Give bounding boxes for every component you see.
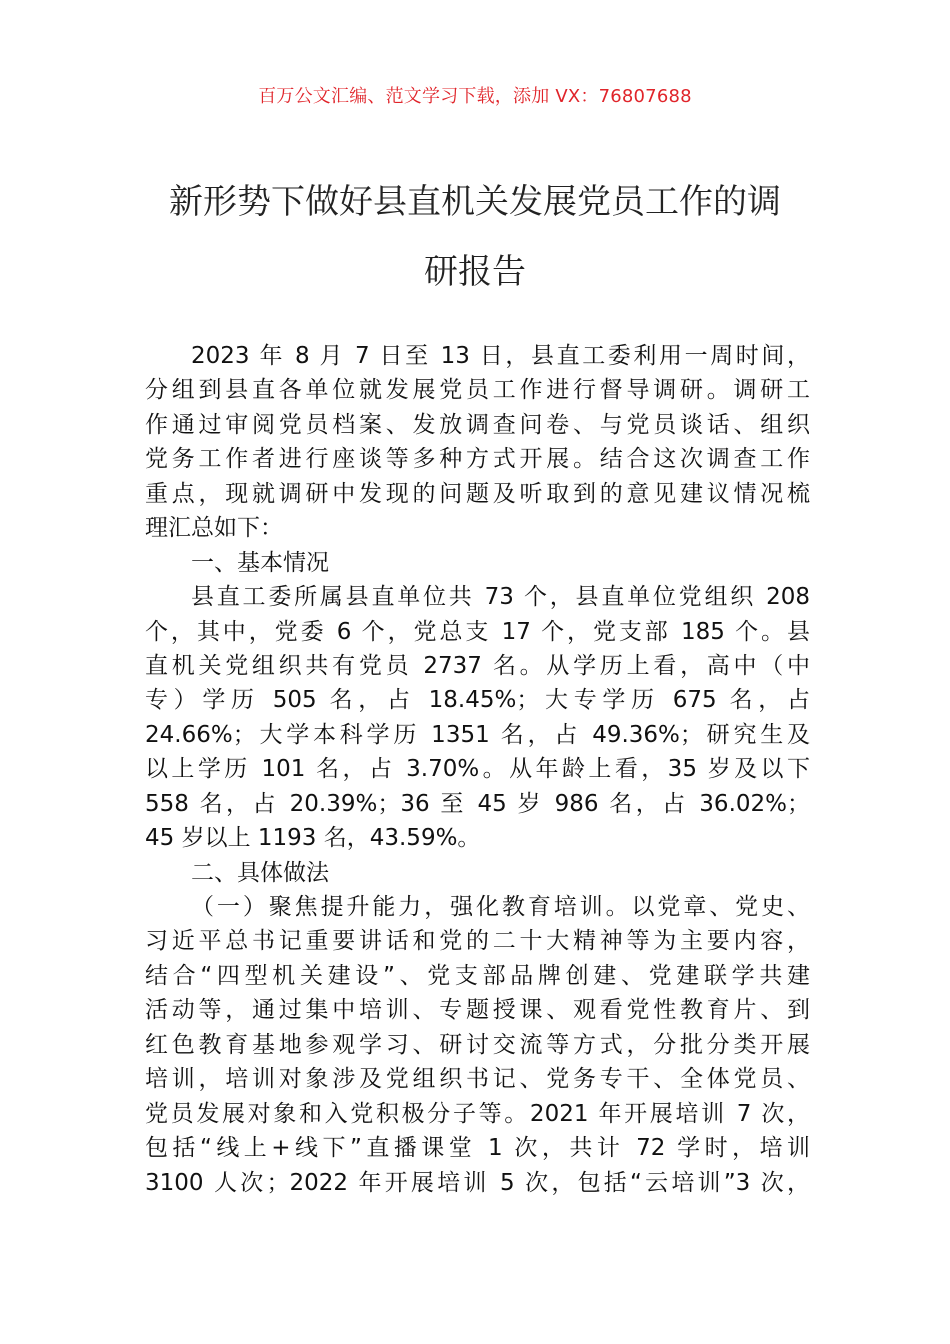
paragraph-line: 县直工委所属县直单位共 73 个，县直单位党组织 208 <box>191 584 810 611</box>
paragraph-line: （一）聚焦提升能力，强化教育培训。以党章、党史、 <box>191 894 810 920</box>
paragraph-line: 包括“线上+线下”直播课堂 1 次，共计 72 学时，培训 <box>145 1135 810 1162</box>
paragraph-line: 作通过审阅党员档案、发放调查问卷、与党员谈话、组织 <box>145 411 810 438</box>
paragraph-line: 活动等，通过集中培训、专题授课、观看党性教育片、到 <box>145 997 810 1024</box>
paragraph-line: 45 岁以上 1193 名，43.59%。 <box>145 825 481 852</box>
paragraph-line: 重点，现就调研中发现的问题及听取到的意见建议情况梳 <box>145 480 810 507</box>
section-heading: 一、基本情况 <box>191 549 329 576</box>
document-title-line-2: 研报告 <box>424 252 526 292</box>
paragraph-line: 以上学历 101 名，占 3.70%。从年龄上看，35 岁及以下 <box>145 756 810 783</box>
document-title-line-1: 新形势下做好县直机关发展党员工作的调 <box>169 182 781 222</box>
paragraph-line: 个，其中，党委 6 个，党总支 17 个，党支部 185 个。县 <box>145 618 810 645</box>
paragraph-line: 24.66%；大学本科学历 1351 名，占 49.36%；研究生及 <box>145 721 810 748</box>
paragraph-line: 党务工作者进行座谈等多种方式开展。结合这次调查工作 <box>145 446 810 473</box>
paragraph-line: 党员发展对象和入党积极分子等。2021 年开展培训 7 次， <box>145 1100 810 1127</box>
section-heading: 二、具体做法 <box>191 859 329 886</box>
paragraph-line: 理汇总如下： <box>145 515 283 542</box>
watermark-header: 百万公文汇编、范文学习下载，添加 VX：76807688 <box>258 86 692 107</box>
paragraph-line: 558 名，占 20.39%；36 至 45 岁 986 名，占 36.02%； <box>145 790 810 817</box>
paragraph-line: 分组到县直各单位就发展党员工作进行督导调研。调研工 <box>145 377 810 404</box>
paragraph-line: 专）学历 505 名，占 18.45%；大专学历 675 名，占 <box>145 687 810 714</box>
paragraph-line: 红色教育基地参观学习、研讨交流等方式，分批分类开展 <box>145 1031 810 1058</box>
paragraph-line: 直机关党组织共有党员 2737 名。从学历上看，高中（中 <box>145 652 810 679</box>
paragraph-line: 结合“四型机关建设”、党支部品牌创建、党建联学共建 <box>145 962 810 989</box>
paragraph-line: 习近平总书记重要讲话和党的二十大精神等为主要内容， <box>145 928 810 955</box>
paragraph-line: 2023 年 8 月 7 日至 13 日，县直工委利用一周时间， <box>191 343 810 369</box>
paragraph-line: 培训，培训对象涉及党组织书记、党务专干、全体党员、 <box>145 1066 810 1093</box>
document-body <box>145 339 810 1200</box>
paragraph-line: 3100 人次；2022 年开展培训 5 次，包括“云培训”3 次， <box>145 1169 810 1196</box>
